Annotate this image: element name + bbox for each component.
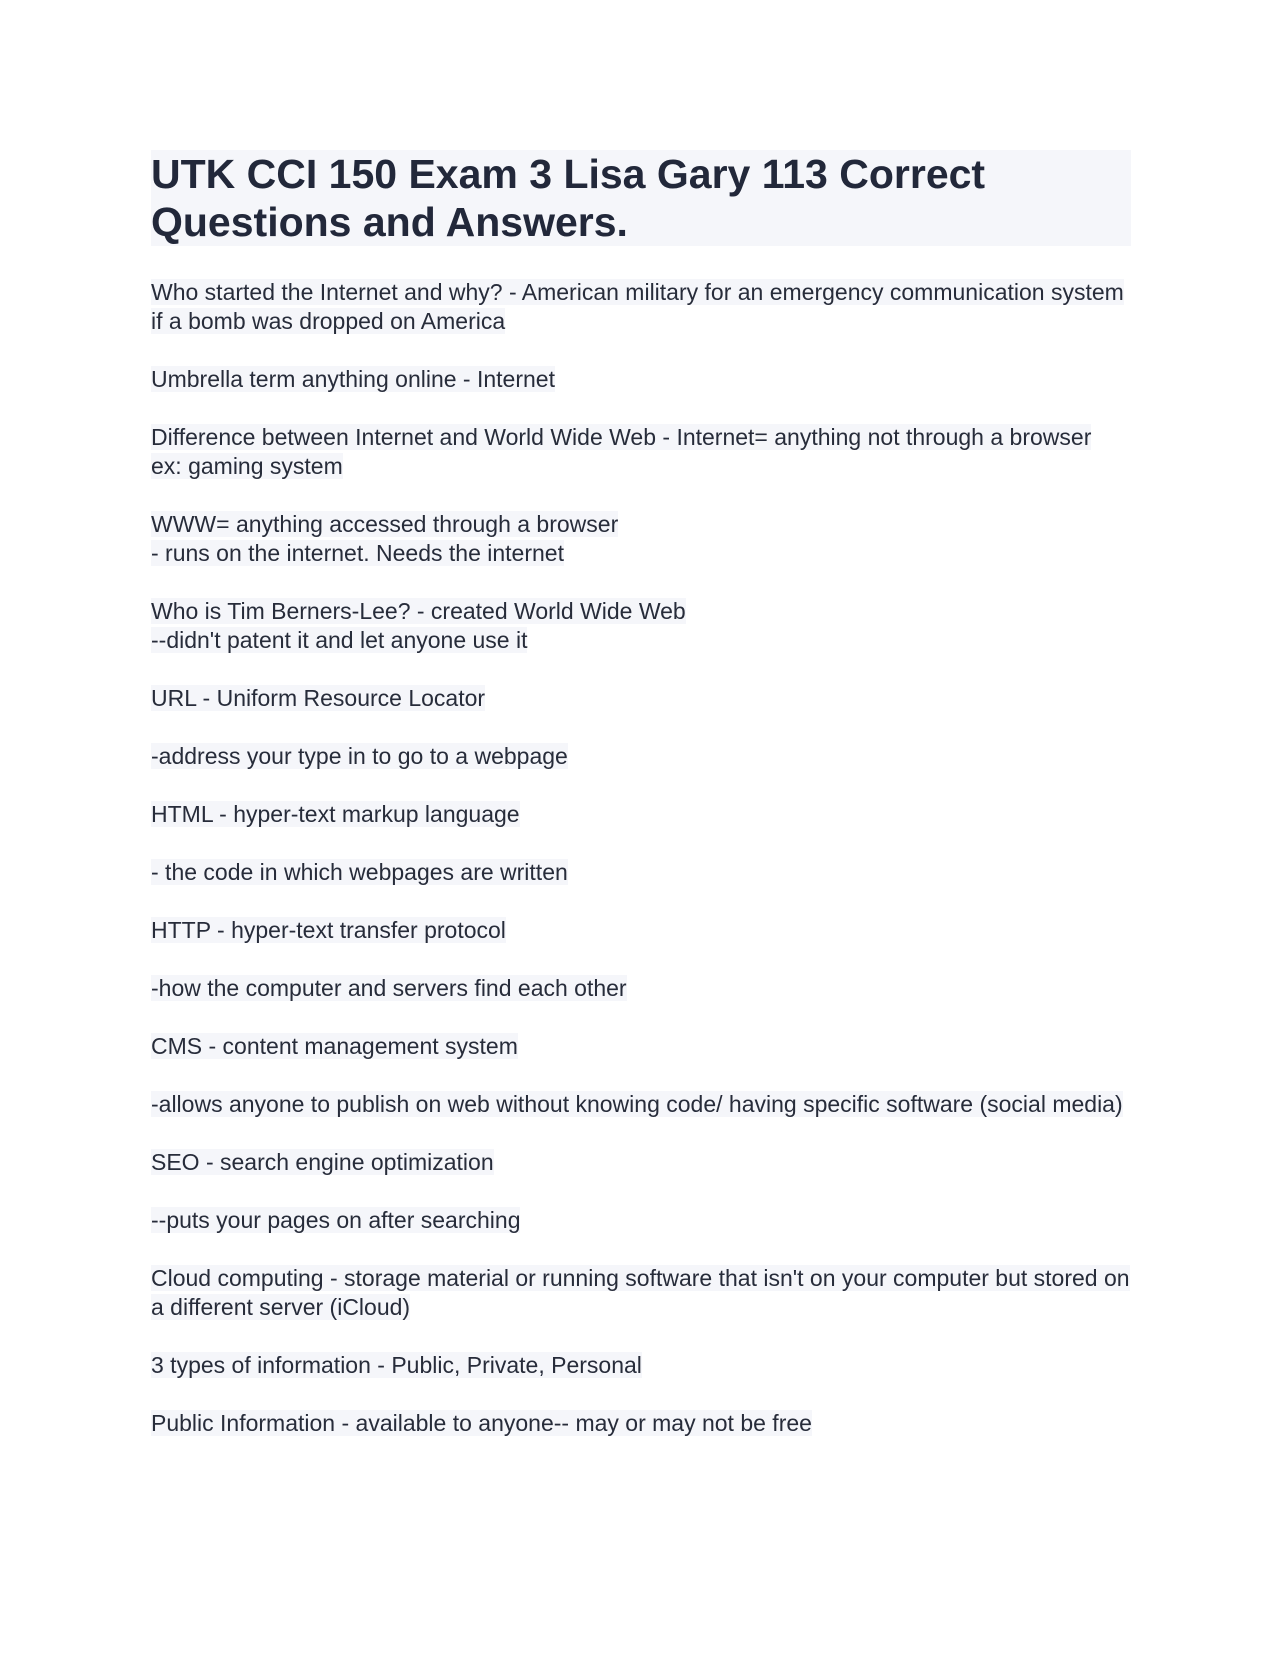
qa-text: HTTP - hyper-text transfer protocol xyxy=(151,917,506,943)
qa-entry xyxy=(151,1206,1131,1235)
qa-text: - the code in which webpages are written xyxy=(151,859,568,885)
qa-entry xyxy=(151,423,1131,481)
qa-text: Public Information - available to anyone-- may or may not be free xyxy=(151,1410,812,1436)
qa-text: HTML - hyper-text markup language xyxy=(151,801,520,827)
document-page xyxy=(151,150,1131,1467)
qa-text: Difference between Internet and World Wide Web - Internet= anything not through a browser xyxy=(151,424,1092,450)
qa-text: -how the computer and servers find each other xyxy=(151,975,627,1001)
qa-entry xyxy=(151,278,1131,336)
qa-text: CMS - content management system xyxy=(151,1033,518,1059)
qa-text: Who is Tim Berners-Lee? - created World Wide Web xyxy=(151,598,686,624)
qa-entry xyxy=(151,1409,1131,1438)
qa-entry xyxy=(151,365,1131,394)
qa-entry xyxy=(151,974,1131,1003)
qa-text: Umbrella term anything online - Internet xyxy=(151,366,555,392)
qa-text: 3 types of information - Public, Private, Personal xyxy=(151,1352,642,1378)
qa-entry xyxy=(151,597,1131,655)
qa-entry xyxy=(151,1032,1131,1061)
document-title: UTK CCI 150 Exam 3 Lisa Gary 113 Correct Questions and Answers. xyxy=(151,150,1131,246)
qa-text: ex: gaming system xyxy=(151,453,343,479)
qa-text: Who started the Internet and why? - American military for an emergency communication system if a bomb was dropped on America xyxy=(151,279,1124,334)
qa-entry xyxy=(151,858,1131,887)
qa-entry xyxy=(151,916,1131,945)
qa-text: Cloud computing - storage material or running software that isn't on your computer but stored on a different server (iCloud) xyxy=(151,1265,1130,1320)
qa-entry xyxy=(151,684,1131,713)
qa-entry xyxy=(151,1090,1131,1119)
qa-entry xyxy=(151,1264,1131,1322)
qa-entry xyxy=(151,742,1131,771)
qa-text: --puts your pages on after searching xyxy=(151,1207,521,1233)
qa-text: URL - Uniform Resource Locator xyxy=(151,685,486,711)
qa-text: WWW= anything accessed through a browser xyxy=(151,511,619,537)
qa-text: --didn't patent it and let anyone use it xyxy=(151,627,528,653)
qa-text: - runs on the internet. Needs the internet xyxy=(151,540,564,566)
qa-entry xyxy=(151,510,1131,568)
qa-entry xyxy=(151,1148,1131,1177)
qa-text: SEO - search engine optimization xyxy=(151,1149,494,1175)
qa-entry xyxy=(151,1351,1131,1380)
qa-list xyxy=(151,278,1131,1438)
qa-text: -allows anyone to publish on web without knowing code/ having specific software (social media) xyxy=(151,1091,1123,1117)
qa-text: -address your type in to go to a webpage xyxy=(151,743,568,769)
qa-entry xyxy=(151,800,1131,829)
